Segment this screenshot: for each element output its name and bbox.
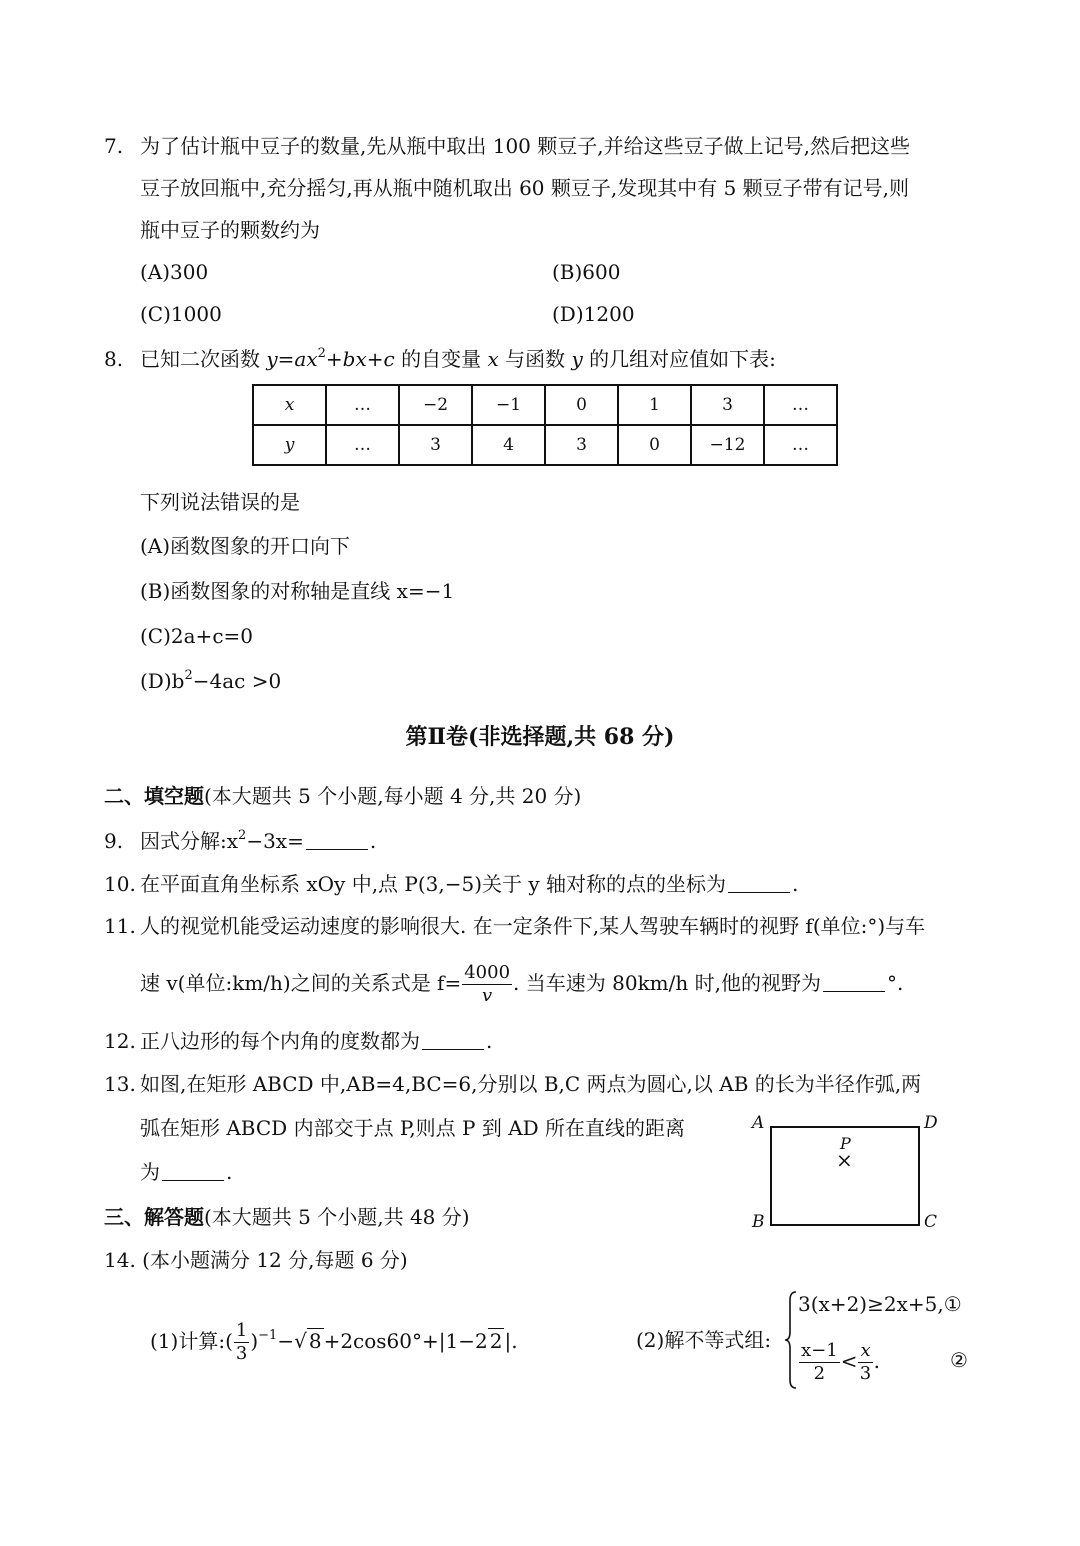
vertex-label-d: D [924,1113,938,1133]
q12-number: 12. [104,1029,136,1053]
q13-stem-line2: 弧在矩形 ABCD 内部交于点 P,则点 P 到 AD 所在直线的距离 [140,1116,686,1140]
table-header-x: x [253,385,326,425]
q13-number: 13. [104,1072,136,1096]
q7-stem-line1: 为了估计瓶中豆子的数量,先从瓶中取出 100 颗豆子,并给这些豆子做上记号,然后把这些 [140,134,910,158]
q7-option-a: (A)300 [140,260,209,284]
answer-blank[interactable] [823,973,885,992]
answer-blank[interactable] [306,831,368,850]
q9-stem: 因式分解$:x^2-3x=$ . [140,828,377,853]
q8-stem: 已知二次函数 $y=ax^2+bx+c$ 的自变量 x 与函数 y 的几组对应值如下表: [140,346,776,371]
table-cell: … [326,385,399,425]
q7-option-b: (B)600 [552,260,621,284]
q7-number: 7. [104,134,124,158]
part2-header: 二、填空题(本大题共 5 个小题,每小题 4 分,共 20 分) [104,784,582,808]
answer-blank[interactable] [422,1031,484,1050]
table-cell: 3 [691,385,764,425]
inequality-2: $\frac{x-1}{2}$ < $\frac{x}{3}$ . [801,1340,880,1384]
q11-stem-line1: 人的视觉机能受运动速度的影响很大. 在一定条件下,某人驾驶车辆时的视野 f(单位:°)与车 [140,914,926,938]
q7-option-c: (C)1000 [140,302,222,326]
value-table [252,384,838,466]
q7-stem-line2: 豆子放回瓶中,充分摇匀,再从瓶中随机取出 60 颗豆子,发现其中有 5 颗豆子带有记号,则 [140,176,910,200]
table-header-y: y [253,425,326,465]
q13-stem-line1: 如图,在矩形 ABCD 中,AB=4,BC=6,分别以 B,C 两点为圆心,以 AB 的长为半径作弧,两 [140,1072,922,1096]
table-cell: 0 [618,425,691,465]
q8-number: 8. [104,347,124,371]
q12-stem: 正八边形的每个内角的度数都为 . [140,1029,493,1053]
fraction: $\frac{4000}{v}$ [464,962,511,1006]
vertex-label-a: A [752,1113,765,1133]
q14-part1: (1)计算:( $\frac{1}{3}$ )$^{-1}$−√ 8 +2cos60°+|1−2 2 |. [150,1320,518,1364]
q11-number: 11. [104,914,136,938]
table-row-y [253,425,837,465]
table-cell: 3 [399,425,472,465]
q11-stem-line2: 速 v(单位:km/h)之间的关系式是 f= $\frac{4000}{v}$ . 当车速为 80km/h 时,他的视野为 °. [140,962,904,1006]
table-cell: 0 [545,385,618,425]
q8-option-c: (C)2a+c=0 [140,624,253,648]
table-cell: … [326,425,399,465]
q8-option-a: (A)函数图象的开口向下 [140,534,351,558]
q10-number: 10. [104,872,136,896]
table-cell: … [764,385,837,425]
q7-option-d: (D)1200 [552,302,635,326]
answer-blank[interactable] [162,1162,224,1181]
table-cell: −2 [399,385,472,425]
table-cell: 4 [472,425,545,465]
inequality-1: 3(x+2)≥2x+5,① [798,1292,962,1316]
section-title: 第Ⅱ卷(非选择题,共 68 分) [405,724,675,750]
table-cell: −12 [691,425,764,465]
vertex-label-b: B [752,1212,765,1232]
table-cell: −1 [472,385,545,425]
point-p-mark: × [836,1148,853,1172]
table-cell: … [764,425,837,465]
q8-prompt: 下列说法错误的是 [140,490,300,514]
q14-part2-label: (2)解不等式组: [636,1328,772,1352]
q14-header: 14. (本小题满分 12 分,每题 6 分) [104,1248,408,1272]
fraction: $\frac{1}{3}$ [235,1320,248,1364]
part3-header: 三、解答题(本大题共 5 个小题,共 48 分) [104,1205,470,1229]
inequality-2-mark: ② [950,1348,968,1372]
table-row-x [253,385,837,425]
q13-stem-line3: 为 . [140,1160,233,1184]
q8-option-b: (B)函数图象的对称轴是直线 x=−1 [140,579,455,603]
vertex-label-c: C [924,1212,938,1232]
table-cell: 3 [545,425,618,465]
fraction: $\frac{x}{3}$ [859,1340,872,1384]
point-label-p: P [840,1134,851,1153]
q9-number: 9. [104,829,124,853]
q10-stem: 在平面直角坐标系 xOy 中,点 P(3,−5)关于 y 轴对称的点的坐标为 . [140,872,799,896]
table-cell: 1 [618,385,691,425]
fraction: $\frac{x-1}{2}$ [801,1340,838,1384]
answer-blank[interactable] [728,874,790,893]
q8-option-d: $(D)b^2-4ac >0$ [140,668,282,693]
q7-stem-line3: 瓶中豆子的颗数约为 [140,218,320,242]
